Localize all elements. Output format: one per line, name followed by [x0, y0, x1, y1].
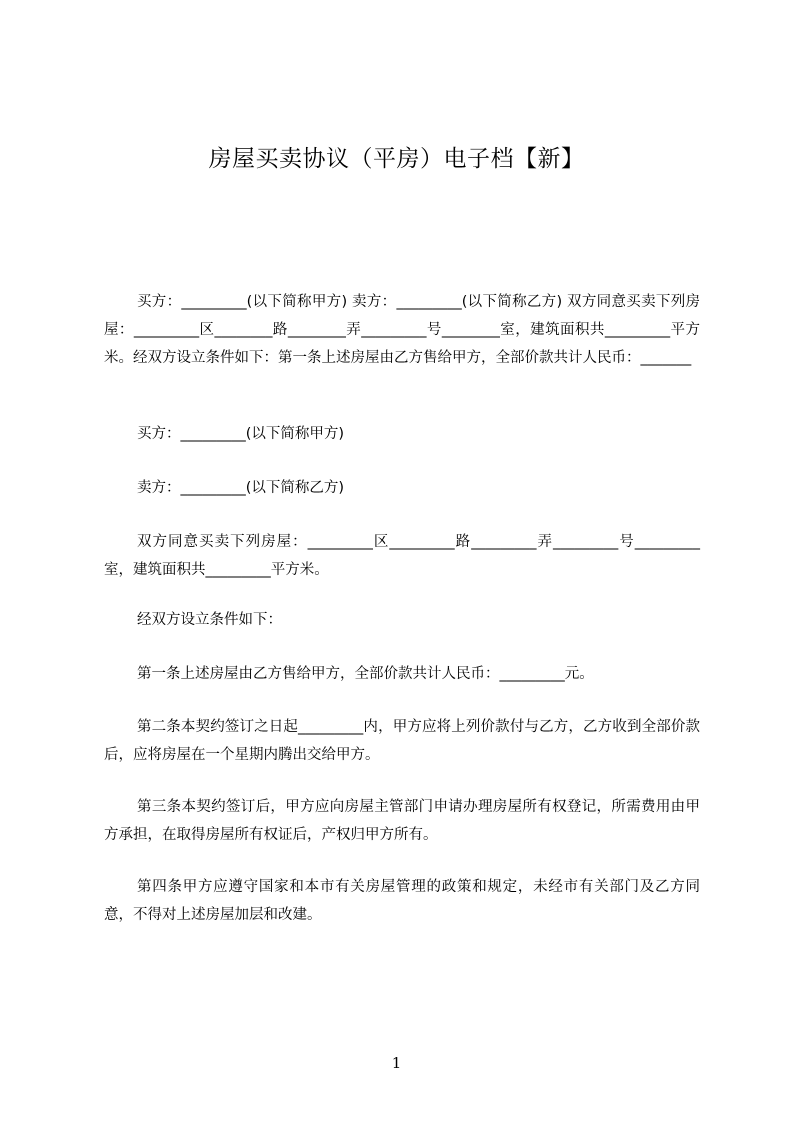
paragraph-article-1: 第一条上述房屋由乙方售给甲方，全部价款共计人民币：_________元。	[137, 666, 594, 682]
paragraph-property: 双方同意买卖下列房屋：_________区_________路_________弄_________号_________室，建筑面积共_________平方米。	[104, 534, 700, 578]
paragraph-seller: 卖方：_________(以下简称乙方)	[137, 480, 345, 496]
paragraph-article-2: 第二条本契约签订之日起_________内，甲方应将上列价款付与乙方，乙方收到全部价款后，应将房屋在一个星期内腾出交给甲方。	[104, 719, 700, 763]
paragraph-buyer: 买方：_________(以下简称甲方)	[137, 426, 345, 442]
document-title: 房屋买卖协议（平房）电子档【新】	[208, 146, 585, 172]
paragraph-article-4: 第四条甲方应遵守国家和本市有关房屋管理的政策和规定，未经市有关部门及乙方同意，不得对上述房屋加层和改建。	[104, 879, 700, 923]
paragraph-summary: 买方：_________(以下简称甲方) 卖方：_________(以下简称乙方) 双方同意买卖下列房屋：_________区________路________弄_________号________室，建筑面积共_________平方米。经双方设立条件如下：第一条上述房屋由乙方售给甲方，全部价款共计人民币：_______	[104, 294, 700, 366]
paragraph-article-3: 第三条本契约签订后，甲方应向房屋主管部门申请办理房屋所有权登记，所需费用由甲方承担，在取得房屋所有权证后，产权归甲方所有。	[104, 799, 700, 843]
paragraph-conditions-intro: 经双方设立条件如下：	[137, 612, 282, 628]
page-number: 1	[391, 1054, 402, 1072]
